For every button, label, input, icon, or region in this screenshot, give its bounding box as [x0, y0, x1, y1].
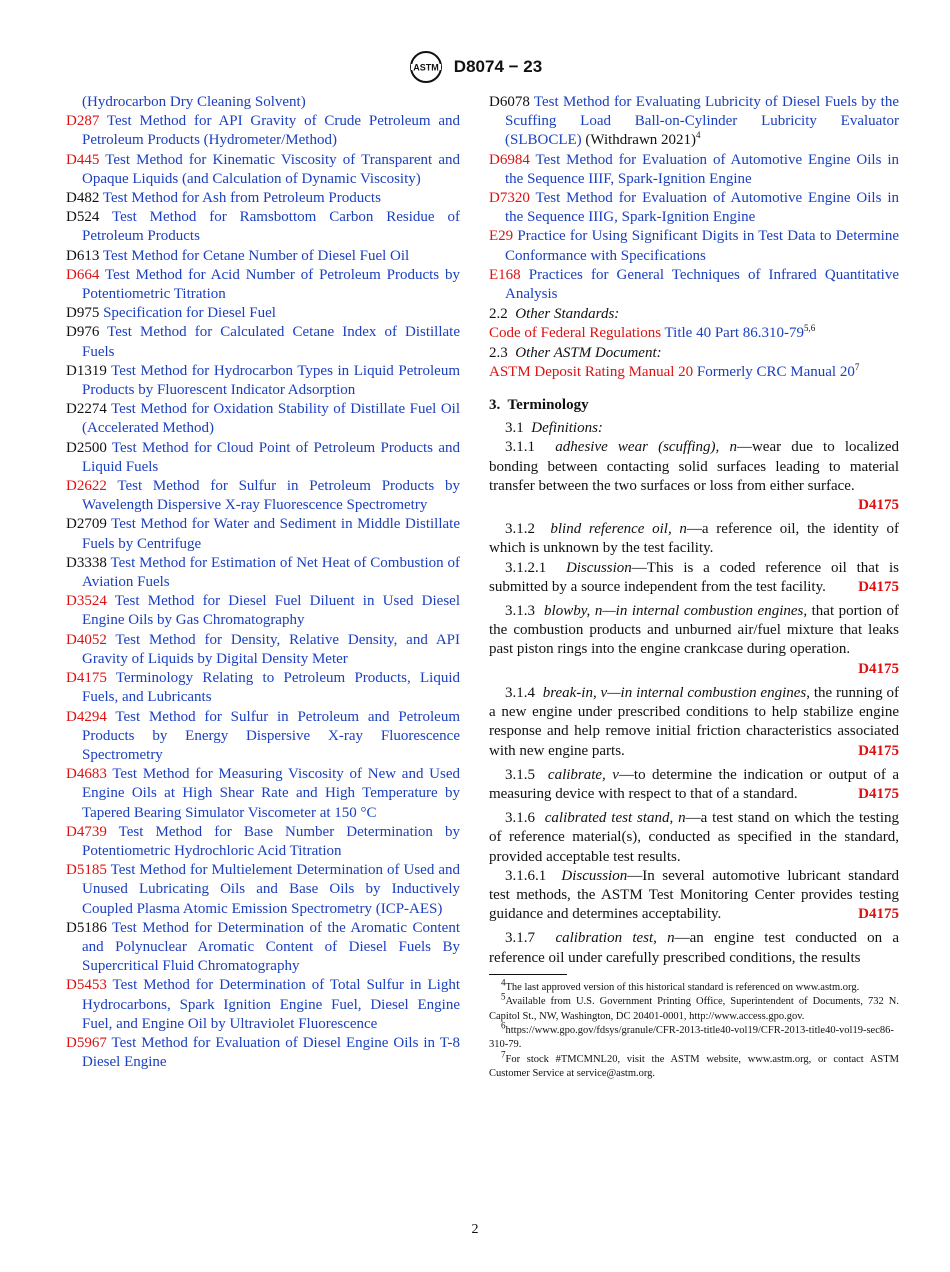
reference-item: [66, 554, 460, 592]
definition-entry: [489, 867, 899, 925]
footnote-marker: 4: [696, 130, 701, 141]
reference-designation: D4175: [66, 670, 107, 687]
defined-term: calibration test, n: [555, 930, 675, 947]
reference-designation: D5967: [66, 1034, 107, 1051]
page-header: [0, 50, 950, 84]
defined-term: blind reference oil, n: [550, 521, 687, 538]
reference-designation: D4052: [66, 631, 107, 648]
reference-designation: D5185: [66, 862, 107, 879]
footnote-number: 6: [501, 1020, 506, 1031]
reference-item: [489, 227, 899, 265]
reference-title-link[interactable]: Practice for Using Significant Digits in Test Data to Determine Conformance with Specifications: [505, 228, 900, 264]
footnote-number: 7: [501, 1049, 506, 1060]
reference-designation: D2500: [66, 439, 107, 456]
definition-number: 3.1.6.1: [505, 867, 547, 884]
source-standard-tag[interactable]: D4175: [858, 660, 899, 677]
reference-designation: D524: [66, 209, 100, 226]
reference-item: [66, 400, 460, 438]
other-standards-heading: 2.2 Other Standards:: [489, 306, 620, 323]
reference-item: [66, 708, 460, 766]
reference-title-link[interactable]: (Hydrocarbon Dry Cleaning Solvent): [82, 94, 306, 110]
reference-title-link[interactable]: Test Method for Ash from Petroleum Products: [102, 190, 381, 207]
reference-item: [489, 151, 899, 189]
reference-item: [66, 861, 460, 919]
footnote-text: Available from U.S. Government Printing Office, Superintendent of Documents, 732 N. Capitol St., NW, Washington, DC 20401-0001, http://www.access.gpo.gov.: [489, 996, 899, 1022]
definition-number: 3.1.2.1: [505, 559, 547, 576]
defined-term: blowby, n—in internal combustion engines: [544, 603, 804, 620]
definition-text: —a test stand on which the testing of reference material(s), conducted as specified in the standard, provided acceptable test results.: [489, 810, 899, 865]
definition-entry: [489, 520, 899, 558]
reference-title-link[interactable]: Test Method for Measuring Viscosity of New and Used Engine Oils at High Shear Rate and High Temperature by Tapered Bearing Simulator Viscometer at 150 °C: [82, 766, 461, 821]
deposit-rating-manual-link[interactable]: Formerly CRC Manual 20: [696, 363, 855, 380]
reference-title-link[interactable]: Test Method for Sulfur in Petroleum and Petroleum Products by Energy Dispersive X-ray Fluorescence Spectrometry: [82, 708, 460, 763]
reference-title-link[interactable]: Specification for Diesel Fuel: [103, 305, 276, 322]
definition-text: , that portion of the combustion products and unburned air/fuel mixture that leaks past piston rings into the engine crankcase during operation.: [489, 603, 900, 658]
reference-item: [66, 112, 460, 150]
withdrawn-note: (Withdrawn 2021): [581, 132, 697, 149]
reference-item: [66, 362, 460, 400]
reference-designation: D976: [66, 324, 100, 341]
reference-title-link[interactable]: Test Method for Sulfur in Petroleum Products by Wavelength Dispersive X-ray Fluorescence Spectrometry: [82, 478, 460, 514]
definition-text: —an engine test conducted on a reference oil under carefully prescribed conditions, the results: [489, 930, 899, 966]
defined-term: Discussion: [561, 867, 628, 884]
terminology-section-title: 3. Terminology: [489, 397, 589, 414]
reference-designation: D6078: [489, 94, 530, 110]
source-standard-tag[interactable]: D4175: [858, 742, 899, 759]
reference-title-link[interactable]: Test Method for Base Number Determination by Potentiometric Hydrochloric Acid Titration: [82, 823, 460, 859]
reference-designation: D975: [66, 305, 100, 322]
footnote: [489, 991, 899, 1024]
reference-designation: E168: [489, 266, 521, 283]
reference-item: [66, 631, 460, 669]
deposit-rating-manual-reference: ASTM Deposit Rating Manual 20 Formerly CRC Manual $20^7$: [489, 361, 860, 380]
footnote-text: https://www.gpo.gov/fdsys/granule/CFR-2013-title40-vol19/CFR-2013-title40-vol19-sec86-310-79.: [489, 1024, 894, 1051]
reference-item: [489, 93, 899, 151]
reference-item: [66, 823, 460, 861]
reference-item: [66, 919, 460, 977]
page-number: 2: [471, 1222, 479, 1237]
reference-item: [66, 151, 460, 189]
reference-designation: D4739: [66, 823, 107, 840]
reference-item: [66, 477, 460, 515]
left-column: [66, 93, 460, 1072]
reference-designation: D613: [66, 247, 100, 264]
reference-designation: D3524: [66, 593, 107, 610]
reference-item: [66, 247, 460, 266]
reference-designation: D1319: [66, 362, 107, 379]
footnote-text: The last approved version of this historical standard is referenced on www.astm.org.: [505, 981, 860, 993]
reference-designation: D4294: [66, 708, 107, 725]
document-designation: D8074 − 23: [453, 57, 543, 76]
reference-designation: D3338: [66, 554, 107, 571]
definition-entry: [489, 559, 899, 597]
reference-item: [66, 93, 460, 112]
reference-designation: D2274: [66, 401, 107, 418]
source-standard-tag[interactable]: D4175: [858, 497, 899, 514]
definition-number: 3.1.5: [505, 766, 535, 783]
source-standard-tag[interactable]: D4175: [858, 578, 899, 595]
definition-number: 3.1.2: [505, 521, 535, 538]
cfr-title-link[interactable]: Title 40 Part 86.310-79: [664, 325, 804, 342]
source-standard-tag[interactable]: D4175: [858, 785, 899, 802]
reference-title-link[interactable]: Test Method for Calculated Cetane Index of Distillate Fuels: [82, 324, 461, 360]
reference-item: [66, 304, 460, 323]
definition-entry: [489, 602, 899, 679]
footnote-text: For stock #TMCMNL20, visit the ASTM website, www.astm.org, or contact ASTM Customer Service at service@astm.org.: [489, 1053, 899, 1080]
reference-title-link[interactable]: Terminology Relating to Petroleum Products, Liquid Fuels, and Lubricants: [82, 670, 460, 706]
reference-title-link[interactable]: Test Method for Cloud Point of Petroleum Products and Liquid Fuels: [82, 439, 460, 475]
reference-title-link[interactable]: Test Method for Water and Sediment in Middle Distillate Fuels by Centrifuge: [82, 516, 460, 552]
definition-entry: [489, 809, 899, 867]
reference-title-link[interactable]: Test Method for Ramsbottom Carbon Residue of Petroleum Products: [82, 209, 460, 245]
reference-designation: D5453: [66, 977, 107, 994]
reference-title-link[interactable]: Test Method for Hydrocarbon Types in Liquid Petroleum Products by Fluorescent Indicator Adsorption: [82, 362, 461, 399]
footnotes: [489, 977, 899, 1082]
reference-title-link[interactable]: Test Method for Evaluation of Diesel Engine Oils in T-8 Diesel Engine: [82, 1034, 460, 1071]
source-standard-tag[interactable]: D4175: [858, 906, 899, 923]
cfr-reference: Code of Federal Regulations Title 40 Part 86.310-79$^{5,6}$: [489, 323, 816, 342]
reference-title-link[interactable]: Practices for General Techniques of Infrared Quantitative Analysis: [505, 266, 900, 303]
svg-text:ASTM: ASTM: [413, 62, 439, 73]
definition-number: 3.1.3: [505, 603, 535, 620]
reference-designation: D2622: [66, 478, 107, 495]
definition-text: —to determine the indication or output of a measuring device with respect to that of a standard.: [489, 766, 899, 802]
reference-title-link[interactable]: Test Method for Multielement Determination of Used and Unused Lubricating Oils and Base Oils by Inductively Coupled Plasma Atomic Emission Spectrometry (ICP-AES): [82, 862, 460, 917]
reference-item: [66, 515, 460, 553]
reference-item: [66, 208, 460, 246]
reference-title-link[interactable]: Test Method for Estimation of Net Heat of Combustion of Aviation Fuels: [82, 554, 461, 591]
footnote-number: 5: [501, 991, 506, 1002]
definition-number: 3.1.7: [505, 930, 535, 947]
definition-entry: [489, 929, 899, 967]
reference-designation: D664: [66, 266, 100, 283]
astm-logo: [408, 50, 444, 84]
reference-title-link[interactable]: Test Method for Oxidation Stability of Distillate Fuel Oil (Accelerated Method): [82, 401, 460, 437]
reference-title-link[interactable]: Test Method for API Gravity of Crude Petroleum and Petroleum Products (Hydrometer/Method): [82, 113, 460, 149]
definition-entry: [489, 684, 899, 761]
reference-title-link[interactable]: Test Method for Diesel Fuel Diluent in Used Diesel Engine Oils by Gas Chromatography: [82, 593, 460, 629]
definition-text: —This is a coded reference oil that is submitted by a source independent from the test facility.: [489, 559, 899, 595]
reference-title-link[interactable]: Test Method for Determination of the Aromatic Content and Polynuclear Aromatic Content of Diesel Fuels By Supercritical Fluid Chromatography: [82, 919, 460, 975]
footnote: [489, 1049, 899, 1082]
reference-designation: D287: [66, 113, 100, 130]
footnote-number: 4: [501, 977, 506, 988]
reference-item: [66, 323, 460, 361]
terminology-definitions: [489, 438, 899, 967]
footnote: [489, 977, 899, 995]
definitions-heading: 3.1 Definitions:: [505, 420, 603, 437]
definition-entry: [489, 766, 899, 804]
definition-number: 3.1.4: [505, 684, 535, 701]
reference-item: [66, 976, 460, 1034]
reference-title-link[interactable]: Test Method for Kinematic Viscosity of Transparent and Opaque Liquids (and Calculation of Dynamic Viscosity): [82, 151, 460, 187]
reference-designation: D4683: [66, 766, 107, 783]
reference-title-link[interactable]: Test Method for Determination of Total Sulfur in Light Hydrocarbons, Spark Ignition Engine Fuel, Diesel Engine Fuel, and Engine Oil by Ultraviolet Fluorescence: [82, 977, 460, 1032]
reference-item: [66, 592, 460, 630]
reference-designation: D482: [66, 190, 100, 207]
reference-title-link[interactable]: Test Method for Evaluation of Automotive Engine Oils in the Sequence IIIF, Spark-Ignition Engine: [505, 151, 899, 187]
reference-item: [489, 266, 899, 304]
defined-term: break-in, v—in internal combustion engines: [542, 684, 807, 701]
definition-number: 3.1.6: [505, 810, 535, 827]
reference-item: [66, 189, 460, 208]
referenced-documents-continued: [489, 93, 899, 304]
definition-text: —wear due to localized bonding between contacting solid surfaces leading to material transfer between the two surfaces or loss from either surface.: [489, 439, 899, 494]
footnote: [489, 1020, 899, 1053]
reference-item: [66, 266, 460, 304]
defined-term: adhesive wear (scuffing), n: [555, 439, 737, 456]
defined-term: Discussion: [565, 559, 632, 576]
reference-item: [66, 765, 460, 823]
reference-designation: D2709: [66, 516, 107, 533]
reference-item: [66, 1034, 460, 1072]
reference-title-link[interactable]: Test Method for Evaluation of Automotive Engine Oils in the Sequence IIIG, Spark-Ignition Engine: [505, 190, 899, 226]
right-column: [489, 93, 899, 1082]
reference-title-link[interactable]: Test Method for Acid Number of Petroleum Products by Potentiometric Titration: [82, 266, 460, 303]
reference-designation: D6984: [489, 151, 530, 168]
defined-term: calibrated test stand, n: [544, 810, 686, 827]
reference-title-link[interactable]: Test Method for Density, Relative Density, and API Gravity of Liquids by Digital Density Meter: [82, 631, 460, 667]
defined-term: calibrate, v: [547, 766, 619, 783]
reference-title-link[interactable]: Test Method for Cetane Number of Diesel Fuel Oil: [102, 247, 410, 264]
reference-item: [489, 189, 899, 227]
definition-text: —In several automotive lubricant standard test methods, the ASTM Test Monitoring Center provides testing guidance and determines acceptability.: [489, 867, 899, 923]
reference-item: [66, 669, 460, 707]
definition-number: 3.1.1: [505, 439, 535, 456]
other-document-heading: 2.3 Other ASTM Document:: [489, 344, 662, 361]
footnote-rule: [489, 974, 567, 975]
reference-designation: D7320: [489, 190, 530, 207]
reference-designation: D445: [66, 151, 100, 168]
reference-designation: D5186: [66, 919, 107, 936]
definition-entry: [489, 438, 899, 515]
definition-text: , the running of a new engine under prescribed conditions to help stabilize engine response and help remove initial friction characteristics associated with new engine parts.: [489, 684, 900, 759]
reference-item: [66, 439, 460, 477]
definition-text: —a reference oil, the identity of which is unknown by the test facility.: [489, 521, 900, 557]
reference-designation: E29: [489, 228, 514, 245]
reference-title-link[interactable]: Test Method for Evaluating Lubricity of Diesel Fuels by the Scuffing Load Ball-on-Cylinder Lubricity Evaluator (SLBOCLE): [505, 94, 900, 149]
